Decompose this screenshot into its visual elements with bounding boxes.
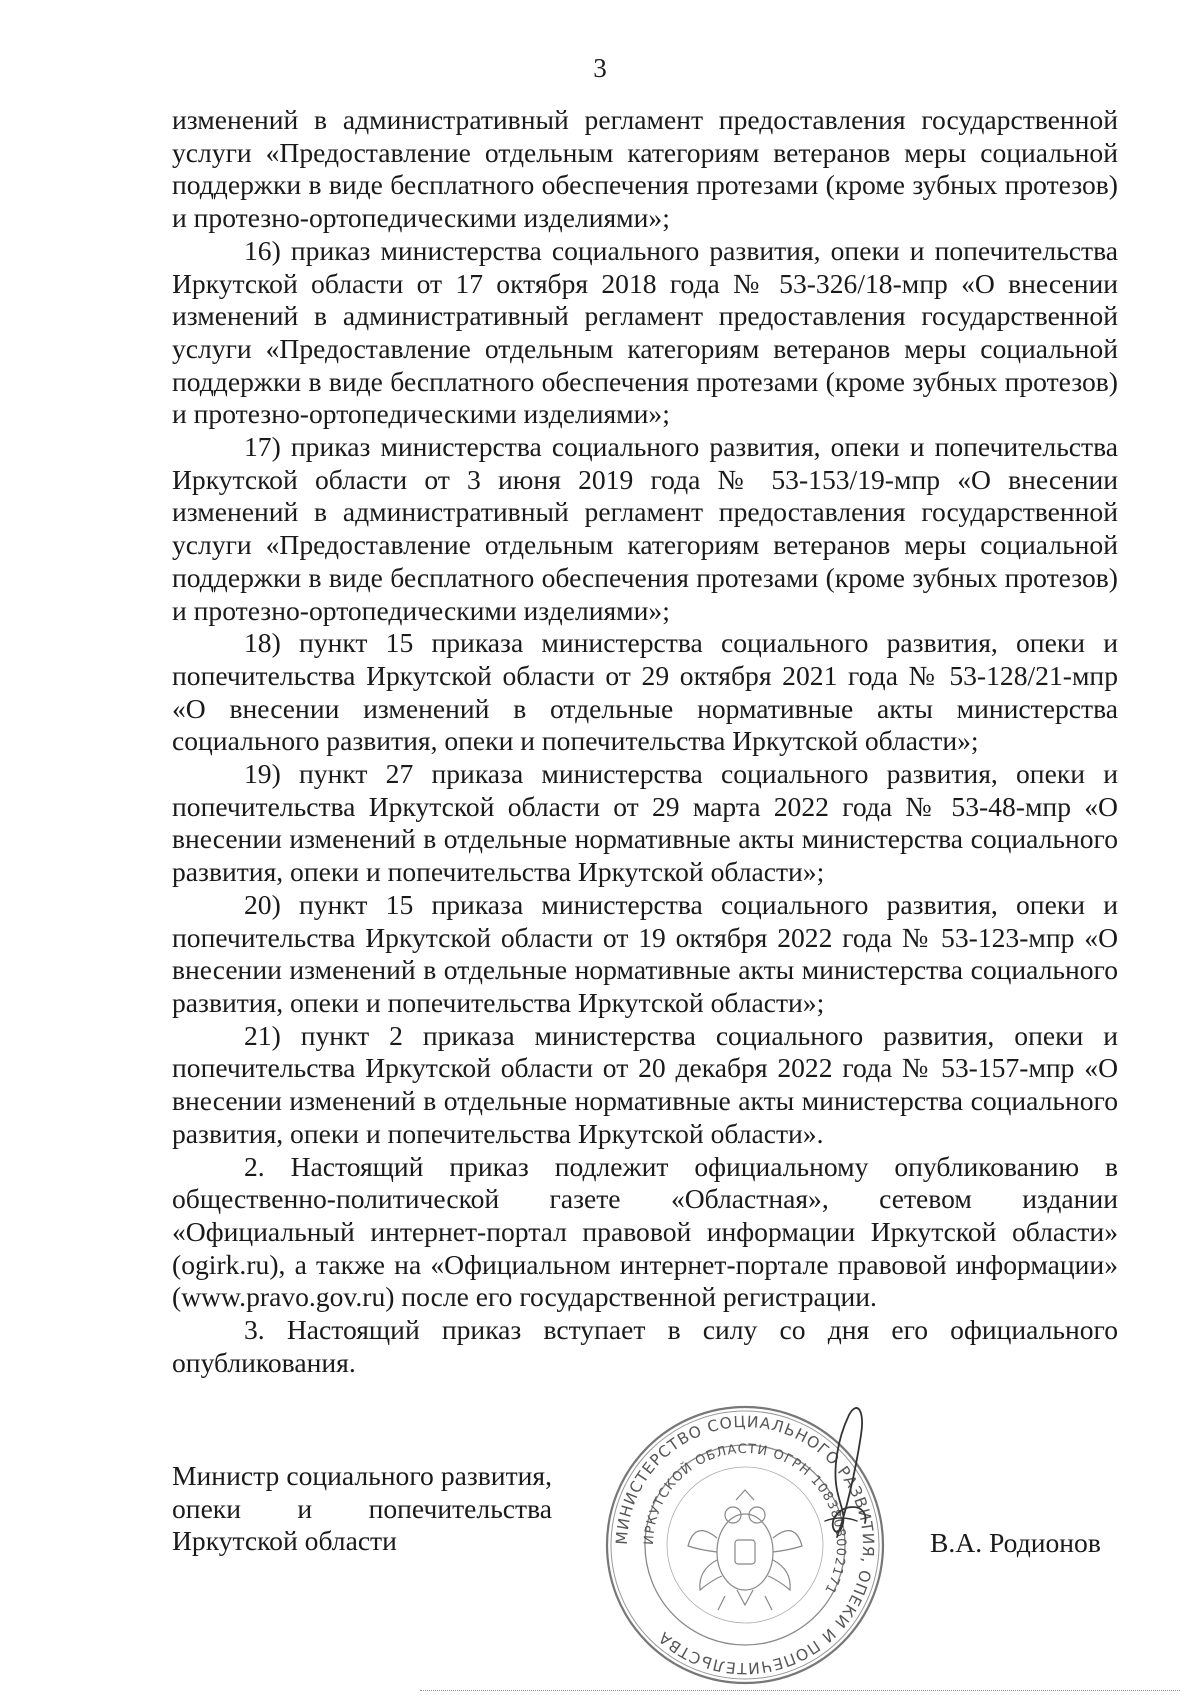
signer-position-line: опеки и попечительства <box>172 1492 552 1524</box>
list-item-20: 20) пункт 15 приказа министерства социального развития, опеки и попечительства Иркутской области от 19 октября 2022 года № 53-123-мпр «О внесении изменений в отдельные нормативные акты министерства социального развития, опеки и попечительства Иркутской области»; <box>172 888 1118 1018</box>
signer-position-line: Иркутской области <box>172 1525 397 1557</box>
list-item-21: 21) пункт 2 приказа министерства социального развития, опеки и попечительства Иркутской области от 20 декабря 2022 года № 53-157-мпр «О внесении изменений в отдельные нормативные акты министерства социального развития, опеки и попечительства Иркутской области». <box>172 1019 1118 1149</box>
list-item-19: 19) пункт 27 приказа министерства социального развития, опеки и попечительства Иркутской области от 29 марта 2022 года № 53-48-мпр «О внесении изменений в отдельные нормативные акты министерства социального развития, опеки и попечительства Иркутской области»; <box>172 758 1118 888</box>
handwritten-signature <box>785 1395 885 1545</box>
signer-name: В.А. Родионов <box>930 1527 1101 1558</box>
clause-3-effective-date: 3. Настоящий приказ вступает в силу со дня его официального опубликования. <box>172 1314 1118 1378</box>
seal-ring-text: МИНИСТЕРСТВО СОЦИАЛЬНОГО РАЗВИТИЯ, ОПЕКИ И ПОПЕЧИТЕЛЬСТВА <box>612 1412 878 1678</box>
list-item-16: 16) приказ министерства социального развития, опеки и попечительства Иркутской области от 17 октября 2018 года № 53-326/18-мпр «О внесении изменений в административный регламент предоставления государственной услуги «Предоставление отдельным категориям ветеранов меры социальной поддержки в виде бесплатного обеспечения протезами (кроме зубных протезов) и протезно-ортопедическими изделиями»; <box>172 234 1118 430</box>
signer-position-line: Министр социального развития, <box>172 1460 552 1491</box>
page-number: 3 <box>593 53 607 83</box>
clause-2-publication: 2. Настоящий приказ подлежит официальному опубликованию в общественно-политической газете «Областная», сетевом издании «Официальный интернет-портал правовой информации Иркутской области» (ogirk.ru), а также на «Официальном интернет-портале правовой информации» (www.pravo.gov.ru) после его государственной регистрации. <box>172 1150 1118 1313</box>
signer-position <box>172 1460 552 1558</box>
list-item-17: 17) приказ министерства социального развития, опеки и попечительства Иркутской области от 3 июня 2019 года № 53-153/19-мпр «О внесении изменений в административный регламент предоставления государственной услуги «Предоставление отдельным категориям ветеранов меры социальной поддержки в виде бесплатного обеспечения протезами (кроме зубных протезов) и протезно-ортопедическими изделиями»; <box>172 431 1118 626</box>
document-body <box>172 104 1118 1379</box>
footer-divider <box>420 1690 1180 1691</box>
list-item-18: 18) пункт 15 приказа министерства социального развития, опеки и попечительства Иркутской области от 29 октября 2021 года № 53-128/21-мпр «О внесении изменений в отдельные нормативные акты министерства социального развития, опеки и попечительства Иркутской области»; <box>172 627 1118 757</box>
seal-inner-ring-text: ИРКУТСКОЙ ОБЛАСТИ ОГРН 1083808002171 <box>641 1441 849 1597</box>
paragraph-continuation: изменений в административный регламент предоставления государственной услуги «Предоставление отдельным категориям ветеранов меры социальной поддержки в виде бесплатного обеспечения протезами (кроме зубных протезов) и протезно-ортопедическими изделиями»; <box>172 104 1118 234</box>
